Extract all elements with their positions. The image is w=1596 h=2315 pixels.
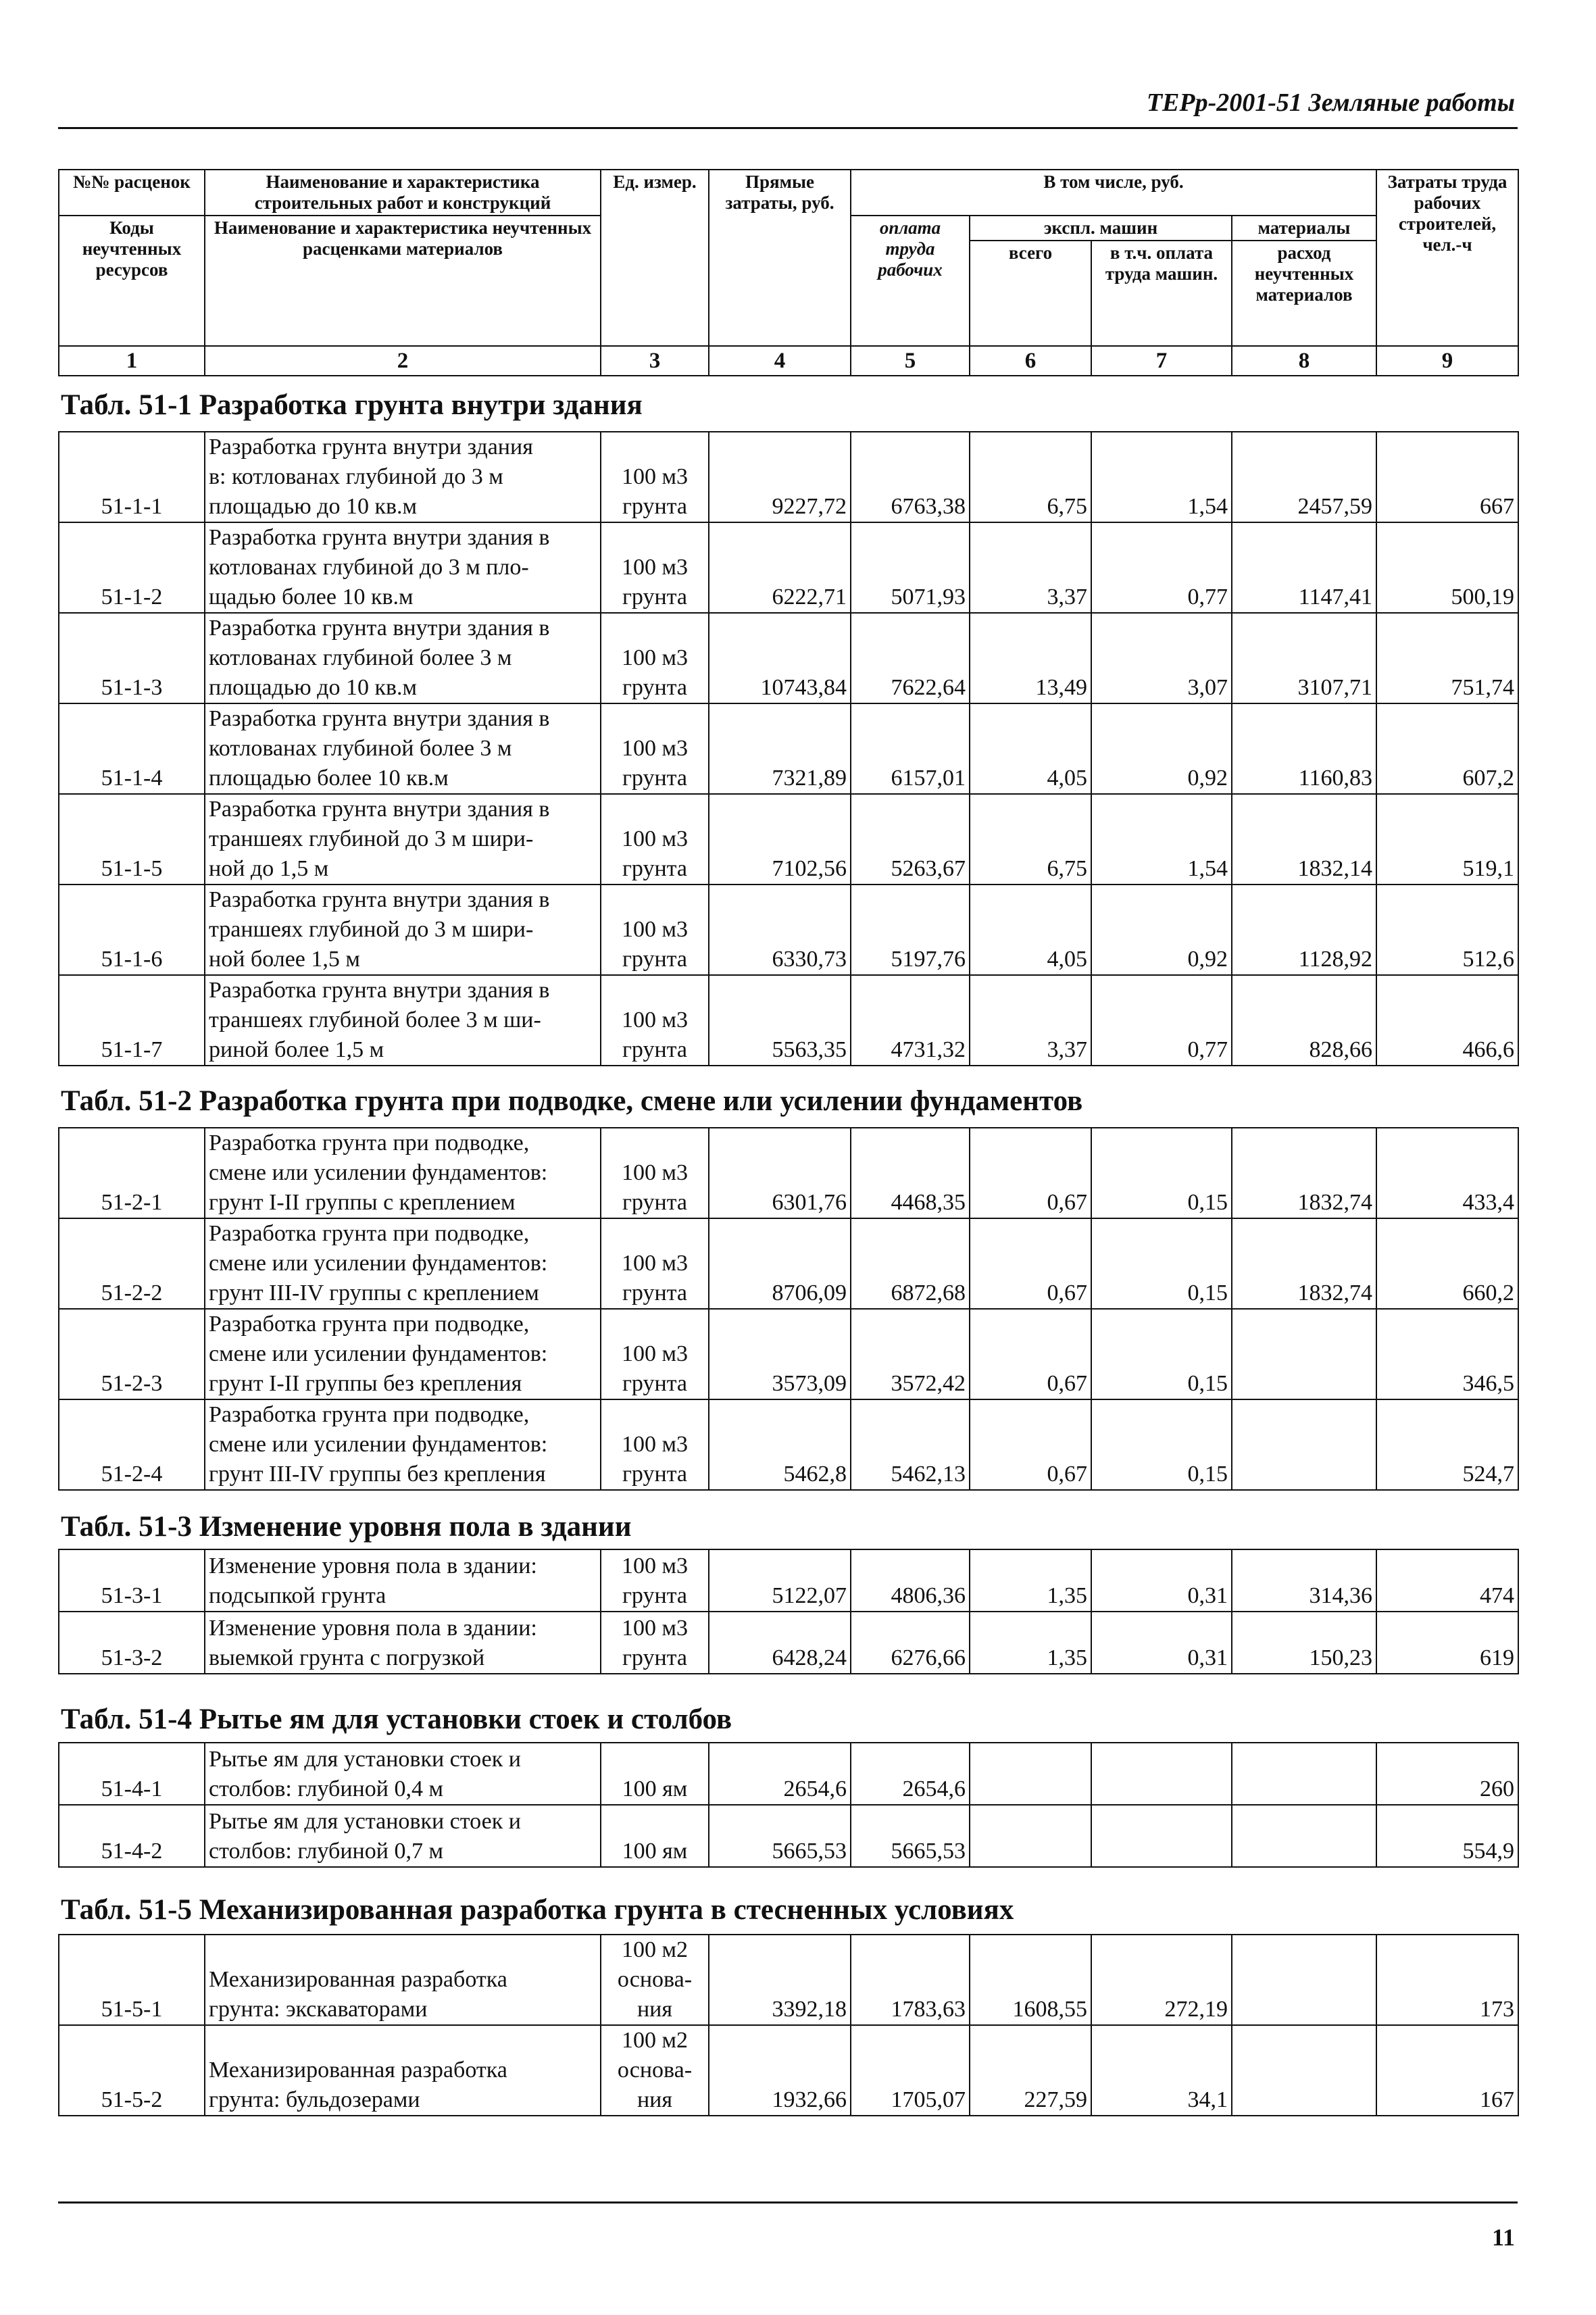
rate-code: 51-1-1 [59,432,205,522]
header-direct-costs: Прямые затраты, руб. [709,170,851,346]
header-machines-labor: в т.ч. оплата труда машин. [1091,241,1232,346]
table-row [59,2025,1518,2116]
unit-of-measure: 100 м3 грунта [601,885,709,975]
rate-code: 51-2-1 [59,1128,205,1218]
materials-value [1232,1805,1376,1867]
table-row [59,1743,1518,1805]
unit-of-measure: 100 ям [601,1743,709,1805]
table-row [59,613,1518,703]
materials-value: 1832,74 [1232,1128,1376,1218]
table-row [59,1549,1518,1612]
table-row [59,1128,1518,1218]
work-description: Механизированная разработка грунта: экскаваторами [205,1935,601,2025]
unit-of-measure: 100 м3 грунта [601,1549,709,1612]
rate-code: 51-1-4 [59,703,205,794]
rate-code: 51-2-3 [59,1309,205,1399]
materials-value [1232,2025,1376,2116]
work-description: Рытье ям для установки стоек и столбов: глубиной 0,4 м [205,1743,601,1805]
rate-code: 51-3-2 [59,1612,205,1674]
header-machines: экспл. машин [970,216,1232,241]
machines-total-value: 3,37 [970,522,1091,613]
direct-costs-value: 3573,09 [709,1309,851,1399]
header-materials-unaccounted: расход неучтенных материалов [1232,241,1376,346]
machines-labor-value [1091,1743,1232,1805]
machines-total-value: 4,05 [970,885,1091,975]
labor-pay-value: 6763,38 [851,432,970,522]
unit-of-measure: 100 м3 грунта [601,975,709,1066]
price-table [58,1549,1519,1674]
section-title: Табл. 51-3 Изменение уровня пола в здании [61,1511,632,1543]
header-name-bottom: Наименование и характеристика неучтенных расценками материалов [205,216,601,346]
table-row [59,522,1518,613]
unit-of-measure: 100 м3 грунта [601,1128,709,1218]
work-description: Разработка грунта внутри здания в котлованах глубиной до 3 м пло- щадью более 10 кв.м [205,522,601,613]
machines-total-value: 1,35 [970,1549,1091,1612]
machines-labor-value: 34,1 [1091,2025,1232,2116]
materials-value: 828,66 [1232,975,1376,1066]
materials-value: 3107,71 [1232,613,1376,703]
table-row [59,794,1518,885]
section-title: Табл. 51-5 Механизированная разработка грунта в стесненных условиях [61,1894,1014,1926]
rate-code: 51-5-2 [59,2025,205,2116]
labor-hours-value: 173 [1376,1935,1518,2025]
machines-labor-value: 1,54 [1091,794,1232,885]
work-description: Разработка грунта внутри здания в траншеях глубиной до 3 м шири- ной более 1,5 м [205,885,601,975]
machines-total-value: 0,67 [970,1218,1091,1309]
machines-total-value [970,1743,1091,1805]
page-number: 11 [1491,2224,1515,2251]
table-row [59,885,1518,975]
labor-pay-value: 5665,53 [851,1805,970,1867]
labor-hours-value: 167 [1376,2025,1518,2116]
direct-costs-value: 6428,24 [709,1612,851,1674]
unit-of-measure: 100 м3 грунта [601,1309,709,1399]
rate-code: 51-3-1 [59,1549,205,1612]
machines-labor-value: 0,92 [1091,703,1232,794]
section-title: Табл. 51-1 Разработка грунта внутри здания [61,389,643,421]
direct-costs-value: 1932,66 [709,2025,851,2116]
labor-pay-value: 6276,66 [851,1612,970,1674]
table-row [59,975,1518,1066]
work-description: Разработка грунта внутри здания в траншеях глубиной до 3 м шири- ной до 1,5 м [205,794,601,885]
header-rule [58,127,1518,129]
unit-of-measure: 100 м3 грунта [601,432,709,522]
header-code-bottom: Коды неучтенных ресурсов [59,216,205,346]
unit-of-measure: 100 м3 грунта [601,1399,709,1490]
machines-total-value: 13,49 [970,613,1091,703]
col-number: 7 [1091,346,1232,376]
rate-code: 51-1-3 [59,613,205,703]
machines-labor-value: 0,92 [1091,885,1232,975]
table-row [59,1935,1518,2025]
work-description: Изменение уровня пола в здании: выемкой грунта с погрузкой [205,1612,601,1674]
machines-total-value: 6,75 [970,432,1091,522]
direct-costs-value: 7321,89 [709,703,851,794]
unit-of-measure: 100 м2 основа- ния [601,2025,709,2116]
labor-pay-value: 2654,6 [851,1743,970,1805]
work-description: Разработка грунта при подводке, смене или усилении фундаментов: грунт I-II группы с креплением [205,1128,601,1218]
labor-hours-value: 260 [1376,1743,1518,1805]
price-table [58,1934,1519,2116]
materials-value [1232,1399,1376,1490]
table-row [59,703,1518,794]
materials-value [1232,1309,1376,1399]
direct-costs-value: 9227,72 [709,432,851,522]
rate-code: 51-4-1 [59,1743,205,1805]
header-including: В том числе, руб. [851,170,1376,216]
col-number: 9 [1376,346,1518,376]
table-row [59,1805,1518,1867]
header-labor-cost: Затраты труда рабочих строителей, чел.-ч [1376,170,1518,346]
column-header-table [58,169,1519,376]
labor-hours-value: 667 [1376,432,1518,522]
labor-hours-value: 512,6 [1376,885,1518,975]
machines-total-value: 4,05 [970,703,1091,794]
labor-pay-value: 6157,01 [851,703,970,794]
table-row [59,1218,1518,1309]
materials-value [1232,1743,1376,1805]
machines-total-value [970,1805,1091,1867]
direct-costs-value: 2654,6 [709,1743,851,1805]
work-description: Разработка грунта при подводке, смене или усилении фундаментов: грунт I-II группы без крепления [205,1309,601,1399]
labor-pay-value: 7622,64 [851,613,970,703]
table-row [59,1399,1518,1490]
section-title: Табл. 51-4 Рытье ям для установки стоек и столбов [61,1703,732,1735]
labor-pay-value: 1705,07 [851,2025,970,2116]
work-description: Разработка грунта внутри здания в котлованах глубиной более 3 м площадью до 10 кв.м [205,613,601,703]
materials-value: 1832,74 [1232,1218,1376,1309]
rate-code: 51-1-2 [59,522,205,613]
labor-hours-value: 474 [1376,1549,1518,1612]
machines-total-value: 1,35 [970,1612,1091,1674]
labor-hours-value: 751,74 [1376,613,1518,703]
machines-labor-value: 0,15 [1091,1218,1232,1309]
labor-hours-value: 660,2 [1376,1218,1518,1309]
direct-costs-value: 5122,07 [709,1549,851,1612]
rate-code: 51-4-2 [59,1805,205,1867]
direct-costs-value: 7102,56 [709,794,851,885]
header-name-top: Наименование и характеристика строительных работ и конструкций [205,170,601,216]
col-number: 4 [709,346,851,376]
unit-of-measure: 100 м3 грунта [601,522,709,613]
footer-rule [58,2201,1518,2204]
direct-costs-value: 6301,76 [709,1128,851,1218]
col-number: 6 [970,346,1091,376]
work-description: Рытье ям для установки стоек и столбов: глубиной 0,7 м [205,1805,601,1867]
materials-value: 1128,92 [1232,885,1376,975]
section-title: Табл. 51-2 Разработка грунта при подводке, смене или усилении фундаментов [61,1085,1083,1117]
work-description: Разработка грунта при подводке, смене или усилении фундаментов: грунт III-IV группы без крепления [205,1399,601,1490]
machines-labor-value: 0,77 [1091,522,1232,613]
col-number: 3 [601,346,709,376]
machines-total-value: 1608,55 [970,1935,1091,2025]
machines-labor-value: 0,77 [1091,975,1232,1066]
table-row [59,1309,1518,1399]
machines-labor-value: 0,15 [1091,1399,1232,1490]
header-materials: материалы [1232,216,1376,241]
unit-of-measure: 100 м3 грунта [601,703,709,794]
labor-pay-value: 1783,63 [851,1935,970,2025]
machines-labor-value [1091,1805,1232,1867]
price-table [58,1742,1519,1868]
col-number: 1 [59,346,205,376]
machines-labor-value: 0,31 [1091,1549,1232,1612]
rate-code: 51-1-6 [59,885,205,975]
work-description: Разработка грунта внутри здания в: котлованах глубиной до 3 м площадью до 10 кв.м [205,432,601,522]
direct-costs-value: 5665,53 [709,1805,851,1867]
header-code-top: №№ расценок [59,170,205,216]
materials-value: 314,36 [1232,1549,1376,1612]
header-unit: Ед. измер. [601,170,709,346]
direct-costs-value: 3392,18 [709,1935,851,2025]
unit-of-measure: 100 м3 грунта [601,1612,709,1674]
machines-labor-value: 0,15 [1091,1128,1232,1218]
header-labor-pay: оплата труда рабочих [851,216,970,346]
machines-labor-value: 0,15 [1091,1309,1232,1399]
work-description: Разработка грунта внутри здания в траншеях глубиной более 3 м ши- риной более 1,5 м [205,975,601,1066]
unit-of-measure: 100 м3 грунта [601,794,709,885]
col-number: 5 [851,346,970,376]
col-number: 2 [205,346,601,376]
labor-pay-value: 4731,32 [851,975,970,1066]
labor-pay-value: 5263,67 [851,794,970,885]
machines-total-value: 227,59 [970,2025,1091,2116]
work-description: Изменение уровня пола в здании: подсыпкой грунта [205,1549,601,1612]
labor-pay-value: 4806,36 [851,1549,970,1612]
labor-pay-value: 5462,13 [851,1399,970,1490]
materials-value: 1160,83 [1232,703,1376,794]
machines-labor-value: 1,54 [1091,432,1232,522]
table-row [59,432,1518,522]
labor-hours-value: 346,5 [1376,1309,1518,1399]
price-table [58,431,1519,1066]
header-machines-total: всего [970,241,1091,346]
labor-hours-value: 519,1 [1376,794,1518,885]
labor-pay-value: 5071,93 [851,522,970,613]
machines-total-value: 6,75 [970,794,1091,885]
unit-of-measure: 100 ям [601,1805,709,1867]
rate-code: 51-2-2 [59,1218,205,1309]
rate-code: 51-1-5 [59,794,205,885]
materials-value: 1147,41 [1232,522,1376,613]
materials-value [1232,1935,1376,2025]
machines-total-value: 0,67 [970,1309,1091,1399]
labor-hours-value: 466,6 [1376,975,1518,1066]
labor-hours-value: 433,4 [1376,1128,1518,1218]
direct-costs-value: 8706,09 [709,1218,851,1309]
labor-pay-value: 4468,35 [851,1128,970,1218]
price-table [58,1127,1519,1491]
labor-hours-value: 607,2 [1376,703,1518,794]
unit-of-measure: 100 м2 основа- ния [601,1935,709,2025]
unit-of-measure: 100 м3 грунта [601,613,709,703]
work-description: Разработка грунта при подводке, смене или усилении фундаментов: грунт III-IV группы с креплением [205,1218,601,1309]
labor-hours-value: 619 [1376,1612,1518,1674]
labor-hours-value: 524,7 [1376,1399,1518,1490]
direct-costs-value: 5563,35 [709,975,851,1066]
labor-pay-value: 3572,42 [851,1309,970,1399]
machines-labor-value: 272,19 [1091,1935,1232,2025]
work-description: Разработка грунта внутри здания в котлованах глубиной более 3 м площадью более 10 кв.м [205,703,601,794]
doc-title: ТЕРр-2001-51 Земляные работы [1146,89,1515,117]
direct-costs-value: 6330,73 [709,885,851,975]
materials-value: 2457,59 [1232,432,1376,522]
materials-value: 1832,14 [1232,794,1376,885]
machines-total-value: 3,37 [970,975,1091,1066]
rate-code: 51-2-4 [59,1399,205,1490]
machines-labor-value: 3,07 [1091,613,1232,703]
materials-value: 150,23 [1232,1612,1376,1674]
direct-costs-value: 5462,8 [709,1399,851,1490]
machines-total-value: 0,67 [970,1399,1091,1490]
work-description: Механизированная разработка грунта: бульдозерами [205,2025,601,2116]
table-row [59,1612,1518,1674]
unit-of-measure: 100 м3 грунта [601,1218,709,1309]
machines-total-value: 0,67 [970,1128,1091,1218]
direct-costs-value: 10743,84 [709,613,851,703]
rate-code: 51-5-1 [59,1935,205,2025]
machines-labor-value: 0,31 [1091,1612,1232,1674]
rate-code: 51-1-7 [59,975,205,1066]
col-number: 8 [1232,346,1376,376]
labor-pay-value: 6872,68 [851,1218,970,1309]
labor-pay-value: 5197,76 [851,885,970,975]
labor-hours-value: 554,9 [1376,1805,1518,1867]
labor-hours-value: 500,19 [1376,522,1518,613]
direct-costs-value: 6222,71 [709,522,851,613]
